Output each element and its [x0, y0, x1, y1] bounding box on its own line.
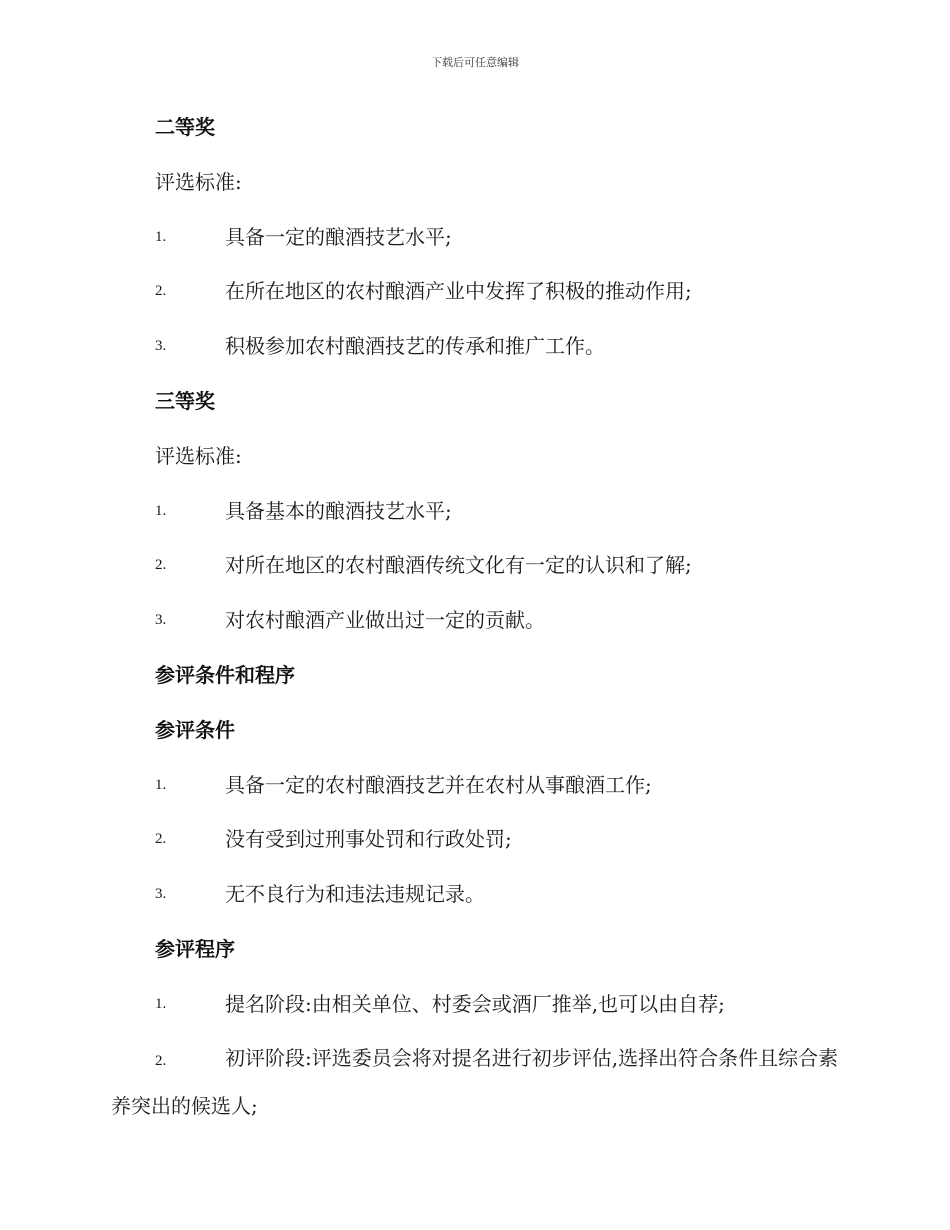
list-text: 对所在地区的农村酿酒传统文化有一定的认识和了解;: [225, 553, 692, 578]
third-prize-criteria-label: 评选标准:: [155, 443, 242, 468]
page-header-note: 下载后可任意编辑: [431, 56, 519, 69]
third-prize-heading: 三等奖: [155, 388, 215, 413]
second-prize-criteria-label: 评选标准:: [155, 169, 242, 194]
list-number: 1.: [155, 776, 167, 793]
list-number: 2.: [155, 283, 167, 300]
list-item: [155, 605, 845, 635]
list-item: [155, 770, 845, 800]
list-number: 2.: [155, 557, 167, 574]
list-item: [155, 989, 845, 1019]
procedure-heading: 参评程序: [155, 936, 235, 961]
list-number: 3.: [155, 338, 167, 355]
list-number: 1.: [155, 502, 167, 519]
list-text: 无不良行为和违法违规记录。: [225, 882, 485, 907]
list-number: 3.: [155, 612, 167, 629]
list-item: [155, 331, 845, 361]
conditions-and-procedure-heading: 参评条件和程序: [155, 662, 295, 687]
list-text: 没有受到过刑事处罚和行政处罚;: [225, 827, 512, 852]
list-text: 在所在地区的农村酿酒产业中发挥了积极的推动作用;: [225, 279, 692, 304]
list-number: 2.: [155, 831, 167, 848]
list-item: [111, 1036, 851, 1129]
list-item: [155, 276, 845, 306]
list-number: 1.: [155, 228, 167, 245]
list-text: 初评阶段:评选委员会将对提名进行初步评估,选择出符合条件且综合素养突出的候选人;: [111, 1045, 839, 1118]
list-item: [155, 879, 845, 909]
list-number: 3.: [155, 886, 167, 903]
list-text: 提名阶段:由相关单位、村委会或酒厂推举,也可以由自荐;: [225, 991, 725, 1016]
list-item: [155, 222, 845, 252]
list-item: [155, 496, 845, 526]
list-text: 具备一定的农村酿酒技艺并在农村从事酿酒工作;: [225, 772, 652, 797]
list-item: [155, 550, 845, 580]
list-text: 具备一定的酿酒技艺水平;: [225, 224, 452, 249]
list-number: 1.: [155, 995, 167, 1012]
second-prize-heading: 二等奖: [155, 115, 215, 139]
list-text: 积极参加农村酿酒技艺的传承和推广工作。: [225, 334, 605, 359]
list-number: 2.: [155, 1052, 167, 1069]
document-body: [111, 112, 845, 1129]
list-text: 对农村酿酒产业做出过一定的贡献。: [225, 608, 545, 633]
list-text: 具备基本的酿酒技艺水平;: [225, 498, 452, 523]
list-item: [155, 824, 845, 854]
conditions-heading: 参评条件: [155, 717, 235, 742]
